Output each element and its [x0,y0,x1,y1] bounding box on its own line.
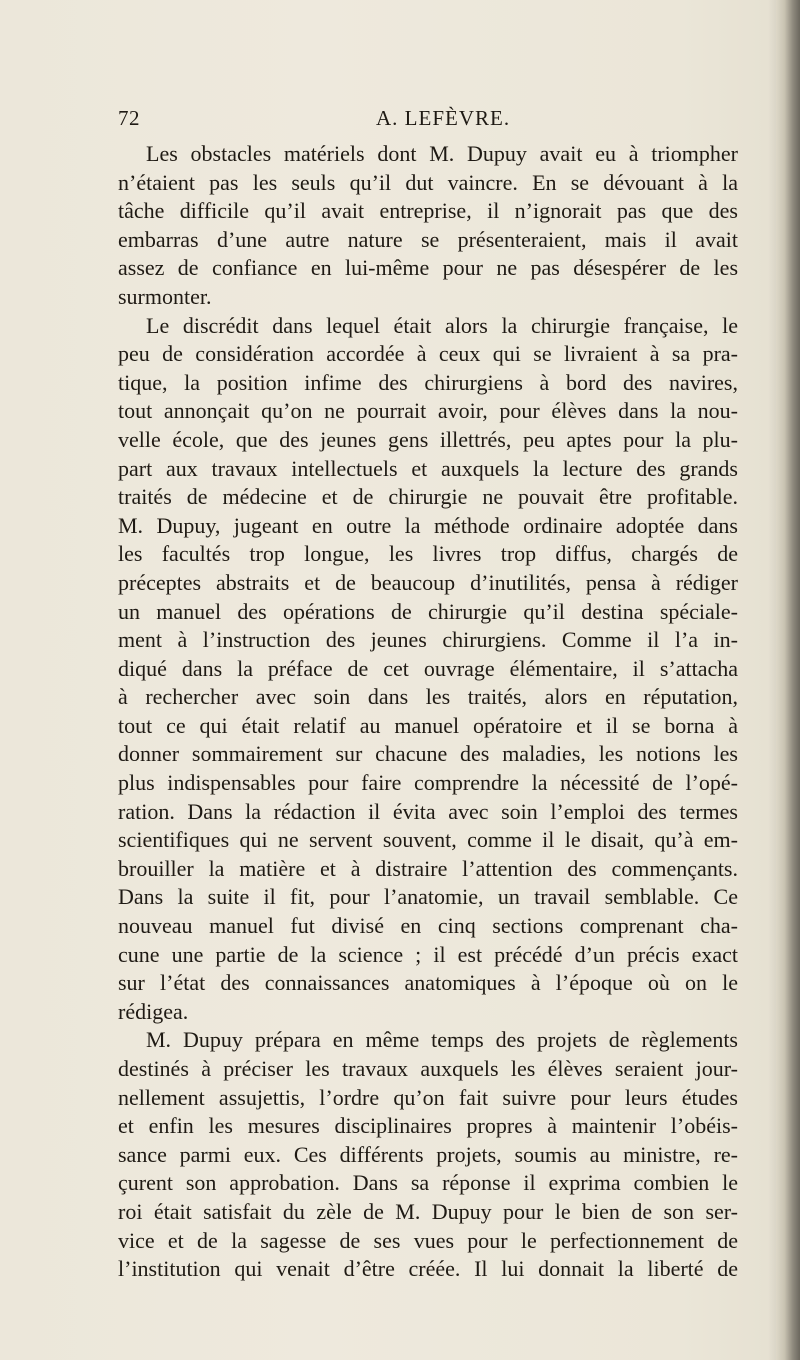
text-line: çurent son approbation. Dans sa réponse il exprima combien le [118,1170,738,1196]
text-line: traités de médecine et de chirurgie ne pouvait être profitable. [118,484,738,510]
text-line: sance parmi eux. Ces différents projets, soumis au ministre, re- [118,1141,738,1167]
text-line: brouiller la matière et à distraire l’attention des commençants. [118,855,738,881]
text-line: nellement assujettis, l’ordre qu’on fait suivre pour leurs études [118,1084,738,1110]
text-line: les facultés trop longue, les livres trop diffus, chargés de [118,541,738,567]
text-line: peu de considération accordée à ceux qui se livraient à sa pra- [118,341,738,367]
body-text [118,140,738,1284]
text-line: destinés à préciser les travaux auxquels les élèves seraient jour- [118,1056,738,1081]
text-line: à rechercher avec soin dans les traités, alors en réputation, [118,684,738,710]
text-line: scientifiques qui ne servent souvent, comme il le disait, qu’à em- [118,827,738,853]
text-line: diqué dans la préface de cet ouvrage élémentaire, il s’attacha [118,655,738,681]
page-number: 72 [118,106,140,130]
text-line: embarras d’une autre nature se présenteraient, mais il avait [118,226,738,252]
running-head: A. LEFÈVRE. [376,106,511,130]
text-line: un manuel des opérations de chirurgie qu’il destina spéciale- [118,598,738,624]
text-line: ment à l’instruction des jeunes chirurgiens. Comme il l’a in- [118,627,738,653]
text-line: tâche difficile qu’il avait entreprise, il n’ignorait pas que des [118,198,738,224]
text-line: donner sommairement sur chacune des maladies, les notions les [118,741,738,767]
text-line: Les obstacles matériels dont M. Dupuy avait eu à triompher [146,141,738,166]
text-line: tout ce qui était relatif au manuel opératoire et il se borna à [118,712,738,738]
page-gutter-shadow [768,0,776,1360]
text-line: n’étaient pas les seuls qu’il dut vaincre. En se dévouant à la [118,169,738,195]
text-line: surmonter. [118,283,212,309]
text-line: tout annonçait qu’on ne pourrait avoir, pour élèves dans la nou- [118,398,738,424]
text-line: rédigea. [118,998,189,1024]
text-line: nouveau manuel fut divisé en cinq sections comprenant cha- [118,913,738,939]
text-line: assez de confiance en lui-même pour ne pas désespérer de les [118,255,738,281]
text-line: tique, la position infime des chirurgiens à bord des navires, [118,369,738,395]
text-line: sur l’état des connaissances anatomiques à l’époque où on le [118,970,738,996]
text-line: Dans la suite il fit, pour l’anatomie, un travail semblable. Ce [118,884,738,910]
text-line: vice et de la sagesse de ses vues pour le perfectionnement de [118,1227,738,1253]
text-line: et enfin les mesures disciplinaires propres à maintenir l’obéis- [118,1113,738,1139]
text-line: Le discrédit dans lequel était alors la chirurgie française, le [146,312,738,338]
text-line: plus indispensables pour faire comprendre la nécessité de l’opé- [118,770,738,796]
text-line: M. Dupuy, jugeant en outre la méthode ordinaire adoptée dans [118,512,738,538]
text-line: part aux travaux intellectuels et auxquels la lecture des grands [118,455,738,481]
text-line: ration. Dans la rédaction il évita avec soin l’emploi des termes [118,798,738,824]
text-line: préceptes abstraits et de beaucoup d’inutilités, pensa à rédiger [118,569,738,595]
page-header [118,106,738,136]
text-line: M. Dupuy prépara en même temps des projets de règlements [146,1027,738,1053]
text-line: roi était satisfait du zèle de M. Dupuy pour le bien de son ser- [118,1198,738,1224]
text-line: velle école, que des jeunes gens illettrés, peu aptes pour la plu- [118,426,738,452]
text-line: cune une partie de la science ; il est précédé d’un précis exact [118,941,738,967]
text-line: l’institution qui venait d’être créée. Il lui donnait la liberté de [118,1256,738,1282]
page-edge [776,0,800,1360]
